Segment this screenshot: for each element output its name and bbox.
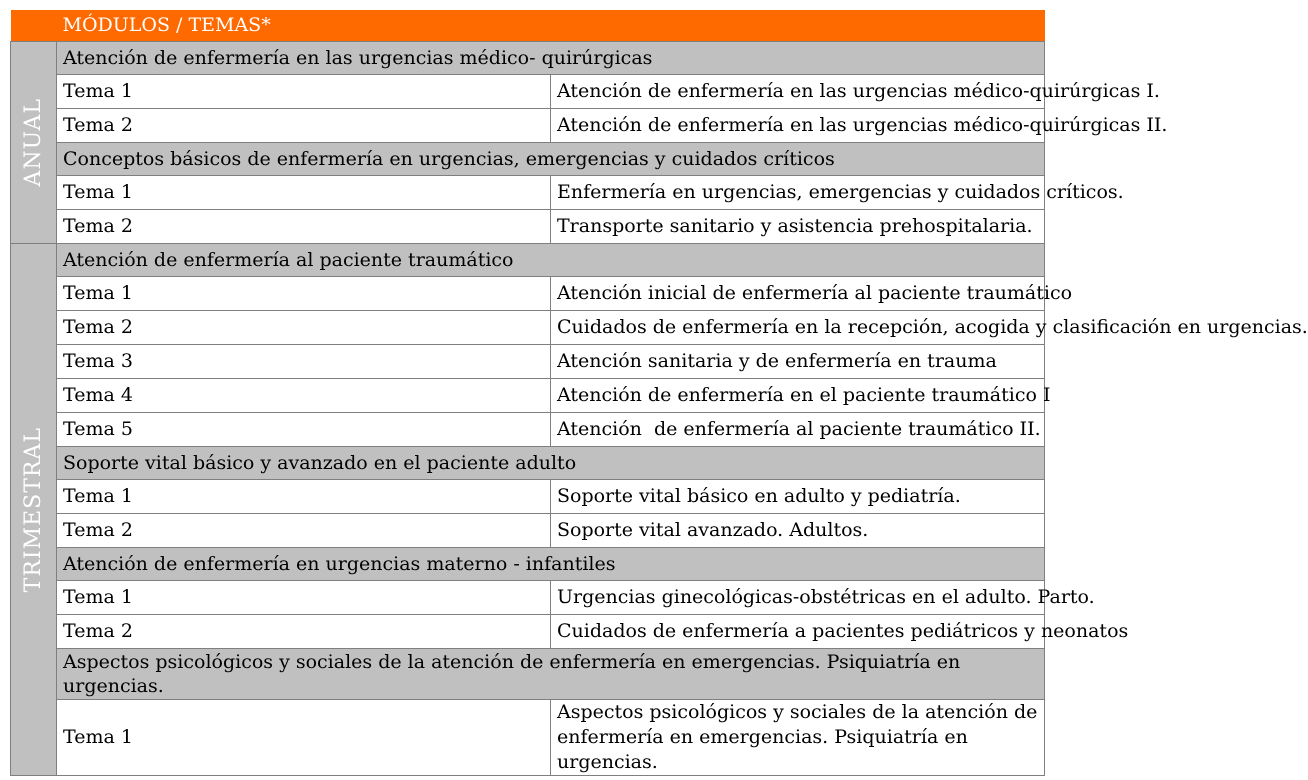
tema-description: Cuidados de enfermería en la recepción, acogida y clasificación en urgencias. bbox=[551, 311, 1045, 345]
module-row bbox=[11, 244, 1045, 277]
tema-description: Atención inicial de enfermería al paciente traumático bbox=[551, 277, 1045, 311]
tema-row bbox=[11, 176, 1045, 210]
tema-description: Transporte sanitario y asistencia prehospitalaria. bbox=[551, 210, 1045, 244]
tema-description: Atención de enfermería en el paciente traumático I bbox=[551, 379, 1045, 413]
tema-number: Tema 1 bbox=[57, 700, 551, 776]
header-row bbox=[11, 10, 1045, 42]
module-title: Aspectos psicológicos y sociales de la atención de enfermería en emergencias. Psiquiatría en urgencias. bbox=[57, 649, 1045, 700]
tema-number: Tema 2 bbox=[57, 311, 551, 345]
tema-row bbox=[11, 109, 1045, 143]
tema-description: Urgencias ginecológicas-obstétricas en el adulto. Parto. bbox=[551, 581, 1045, 615]
module-title: Atención de enfermería en las urgencias médico- quirúrgicas bbox=[57, 42, 1045, 75]
tema-description: Atención de enfermería en las urgencias médico-quirúrgicas I. bbox=[551, 75, 1045, 109]
tema-row bbox=[11, 311, 1045, 345]
section-label-trimestral: TRIMESTRAL bbox=[11, 244, 57, 776]
section-label-anual: ANUAL bbox=[11, 42, 57, 244]
tema-row bbox=[11, 345, 1045, 379]
module-title: Soporte vital básico y avanzado en el paciente adulto bbox=[57, 447, 1045, 480]
module-title: Atención de enfermería al paciente traumático bbox=[57, 244, 1045, 277]
tema-row bbox=[11, 75, 1045, 109]
module-title: Atención de enfermería en urgencias materno - infantiles bbox=[57, 548, 1045, 581]
tema-description: Atención sanitaria y de enfermería en trauma bbox=[551, 345, 1045, 379]
tema-description: Aspectos psicológicos y sociales de la atención de enfermería en emergencias. Psiquiatría en urgencias. bbox=[551, 700, 1045, 776]
tema-row bbox=[11, 514, 1045, 548]
tema-number: Tema 3 bbox=[57, 345, 551, 379]
tema-number: Tema 1 bbox=[57, 480, 551, 514]
tema-row bbox=[11, 210, 1045, 244]
tema-description: Enfermería en urgencias, emergencias y cuidados críticos. bbox=[551, 176, 1045, 210]
tema-description: Soporte vital básico en adulto y pediatría. bbox=[551, 480, 1045, 514]
tema-number: Tema 1 bbox=[57, 176, 551, 210]
tema-number: Tema 1 bbox=[57, 75, 551, 109]
tema-row bbox=[11, 379, 1045, 413]
module-row bbox=[11, 42, 1045, 75]
tema-row bbox=[11, 413, 1045, 447]
module-row bbox=[11, 649, 1045, 700]
tema-number: Tema 1 bbox=[57, 581, 551, 615]
modules-table bbox=[10, 10, 1308, 776]
tema-number: Tema 1 bbox=[57, 277, 551, 311]
header-title: MÓDULOS / TEMAS* bbox=[57, 10, 1045, 42]
module-row bbox=[11, 548, 1045, 581]
tema-description: Atención de enfermería al paciente traumático II. bbox=[551, 413, 1045, 447]
module-row bbox=[11, 143, 1045, 176]
tema-row bbox=[11, 277, 1045, 311]
header-corner bbox=[11, 10, 57, 42]
tema-number: Tema 2 bbox=[57, 615, 551, 649]
tema-description: Cuidados de enfermería a pacientes pediátricos y neonatos bbox=[551, 615, 1045, 649]
tema-row bbox=[11, 480, 1045, 514]
tema-number: Tema 4 bbox=[57, 379, 551, 413]
tema-row bbox=[11, 581, 1045, 615]
tema-number: Tema 5 bbox=[57, 413, 551, 447]
tema-description: Soporte vital avanzado. Adultos. bbox=[551, 514, 1045, 548]
tema-row bbox=[11, 615, 1045, 649]
module-row bbox=[11, 447, 1045, 480]
module-title: Conceptos básicos de enfermería en urgencias, emergencias y cuidados críticos bbox=[57, 143, 1045, 176]
tema-row bbox=[11, 700, 1045, 776]
tema-description: Atención de enfermería en las urgencias médico-quirúrgicas II. bbox=[551, 109, 1045, 143]
tema-number: Tema 2 bbox=[57, 514, 551, 548]
tema-number: Tema 2 bbox=[57, 210, 551, 244]
tema-number: Tema 2 bbox=[57, 109, 551, 143]
